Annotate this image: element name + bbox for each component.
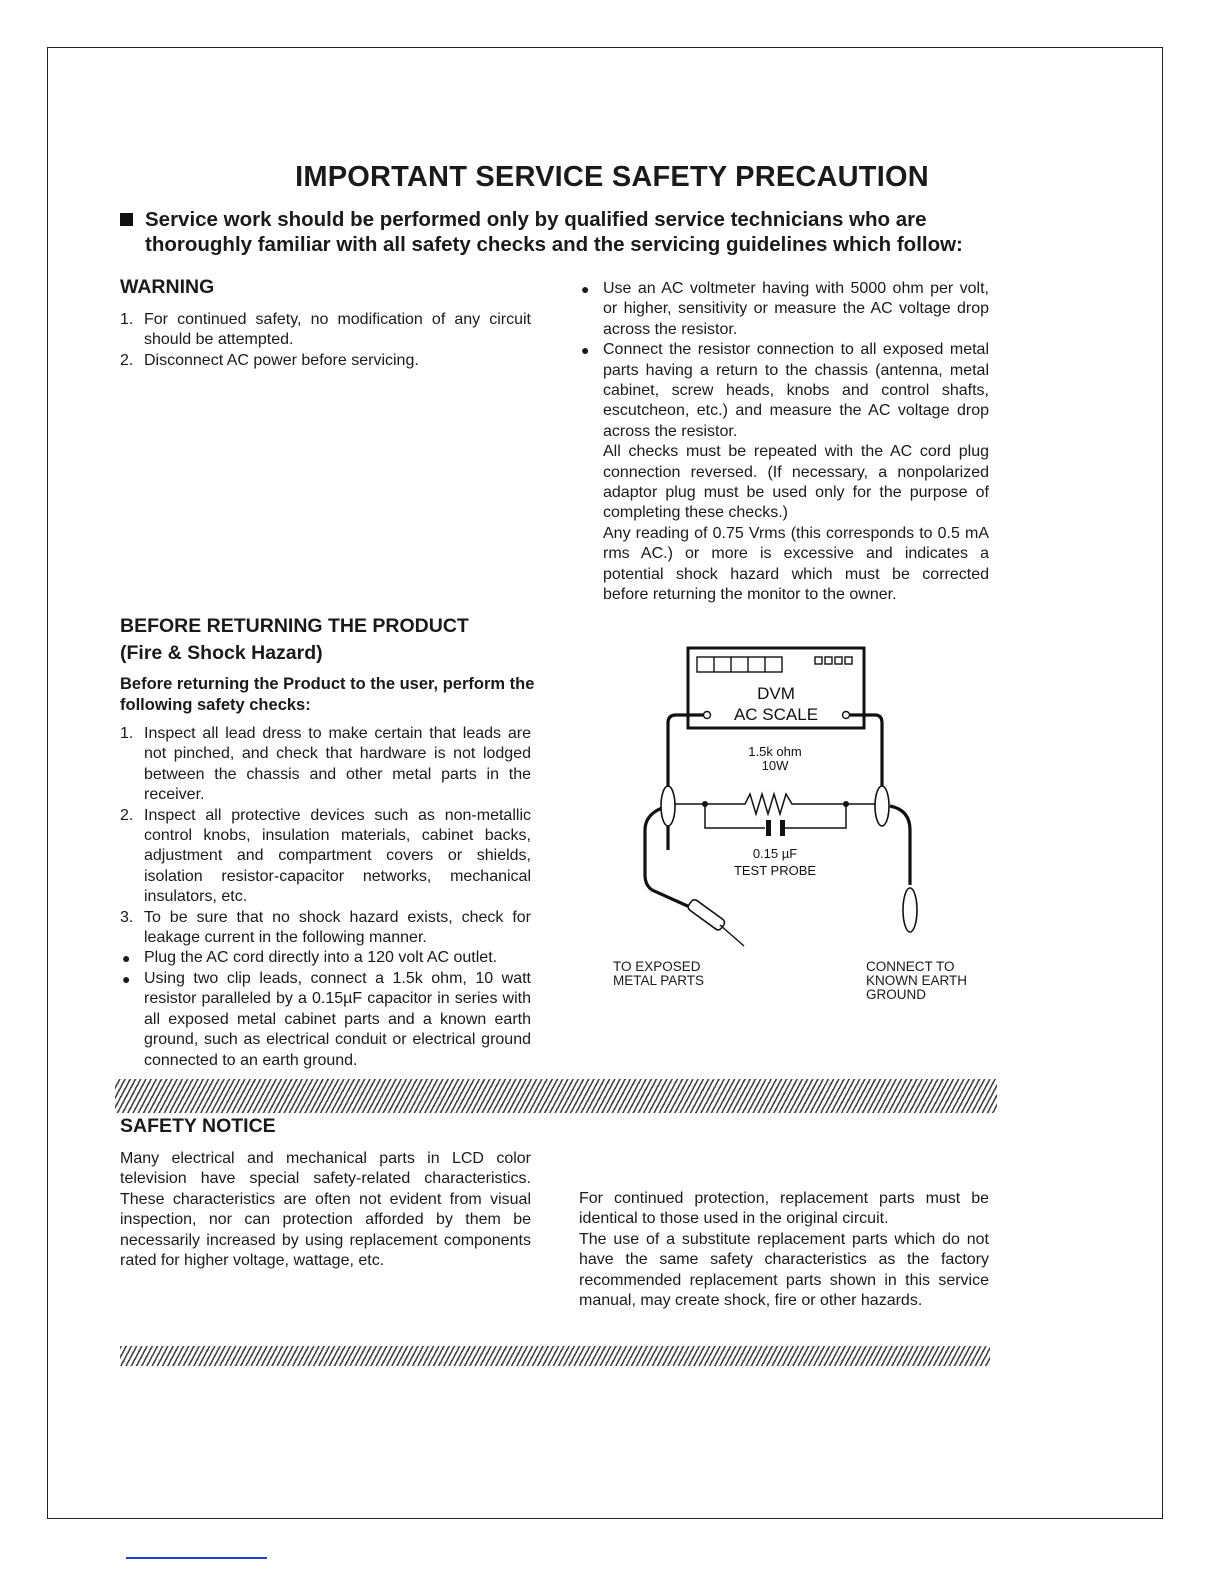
list-item: 1. For continued safety, no modification of any circuit should be attempted. [120,311,531,349]
capacitor-icon [702,801,849,836]
safety-notice-right-text: For continued protection, replacement parts must be identical to those used in the original circuit. The use of a substitute replacement parts which do not have the same safety characteristics as the factory recommended replacement parts shown in this service manual, may create shock, fire or other hazards. [579,1190,989,1310]
list-item: 1. Inspect all lead dress to make certain that leads are not pinched, and check that hardware is not lodged between the chassis and other metal parts in the receiver. [120,725,531,804]
safety-notice-left-text: Many electrical and mechanical parts in LCD color television have special safety-related characteristics. These characteristics are often not evident from visual inspection, nor can protection afforded by them be necessarily increased by using replacement components rated for higher voltage, wattage, etc. [120,1150,531,1270]
resistor-label-watts: 10W [761,758,789,773]
safety-checks-list [120,724,531,1071]
probe-tip [720,925,744,946]
earth-ground-label: CONNECT TO KNOWN EARTH GROUND [866,959,968,1002]
capacitor-label: 0.15 µF [752,846,798,861]
bullet-icon: ● [122,950,131,967]
list-item: 2. Inspect all protective devices such as non-metallic control knobs, insulation materials, cabinet backs, adjustment and compartment covers or shields, isolation resistor-capacitor networks, mechanical insulators, etc. [120,806,531,906]
page-title: IMPORTANT SERVICE SAFETY PRECAUTION [295,161,929,193]
leakage-test-diagram [600,640,990,1010]
bullet-icon: ● [581,281,590,297]
list-item: 2. Disconnect AC power before servicing. [120,351,419,369]
exposed-metal-label: TO EXPOSED METAL PARTS [613,959,705,988]
list-item: ● Using two clip leads, connect a 1.5k ohm, 10 watt resistor paralleled by a 0.15µF capacitor in series with all exposed metal cabinet parts and a known earth ground, such as electrical conduit or electrical ground connected to an earth ground. [122,969,531,1069]
warning-list [120,310,531,371]
footer-link-underline[interactable] [126,1557,267,1559]
excessive-reading-paragraph: Any reading of 0.75 Vrms (this corresponds to 0.5 mA rms AC.) or more is excessive and indicates a potential shock hazard which must be corrected before returning the monitor to the owner. [603,524,989,604]
intro-text: Service work should be performed only by qualified service technicians who are thoroughly familiar with all safety checks and the servicing guidelines which follow: [145,208,963,256]
hatched-divider-top [115,1079,997,1113]
leakage-check-instructions [579,279,989,606]
intro-statement [120,207,1000,257]
list-item: ● Use an AC voltmeter having with 5000 ohm per volt, or higher, sensitivity or measure the AC voltage drop across the resistor. [581,280,989,338]
hatched-divider-bottom [120,1346,990,1366]
reversed-plug-paragraph: All checks must be repeated with the AC cord plug connection reversed. (If necessary, a nonpolarized adaptor plug must be used only for the purpose of completing these checks.) [603,443,989,522]
meter-label-ac-scale: AC SCALE [733,705,819,724]
safety-notice-heading: SAFETY NOTICE [120,1115,276,1137]
bullet-icon: ● [122,970,131,987]
list-item: ● Connect the resistor connection to all exposed metal parts having a return to the chassis (antenna, metal cabinet, screw heads, knobs and control shafts, escutcheon, etc.) and measure the AC voltage drop across the resistor. [581,341,989,440]
list-item: 3. To be sure that no shock hazard exists, check for leakage current in the following manner. [120,908,531,947]
rc-network [675,794,875,828]
warning-heading: WARNING [120,276,215,298]
meter-label-dvm: DVM [757,684,795,703]
bullet-icon: ● [581,342,590,359]
square-bullet-icon [120,213,133,226]
list-item: ● Plug the AC cord directly into a 120 volt AC outlet. [120,948,531,968]
test-probe-label: TEST PROBE [733,863,817,878]
before-returning-heading: BEFORE RETURNING THE PRODUCT (Fire & Shock Hazard) [120,615,469,664]
resistor-label-ohms: 1.5k ohm [748,744,802,759]
before-returning-subheading: Before returning the Product to the user, perform the following safety checks: [120,675,535,714]
